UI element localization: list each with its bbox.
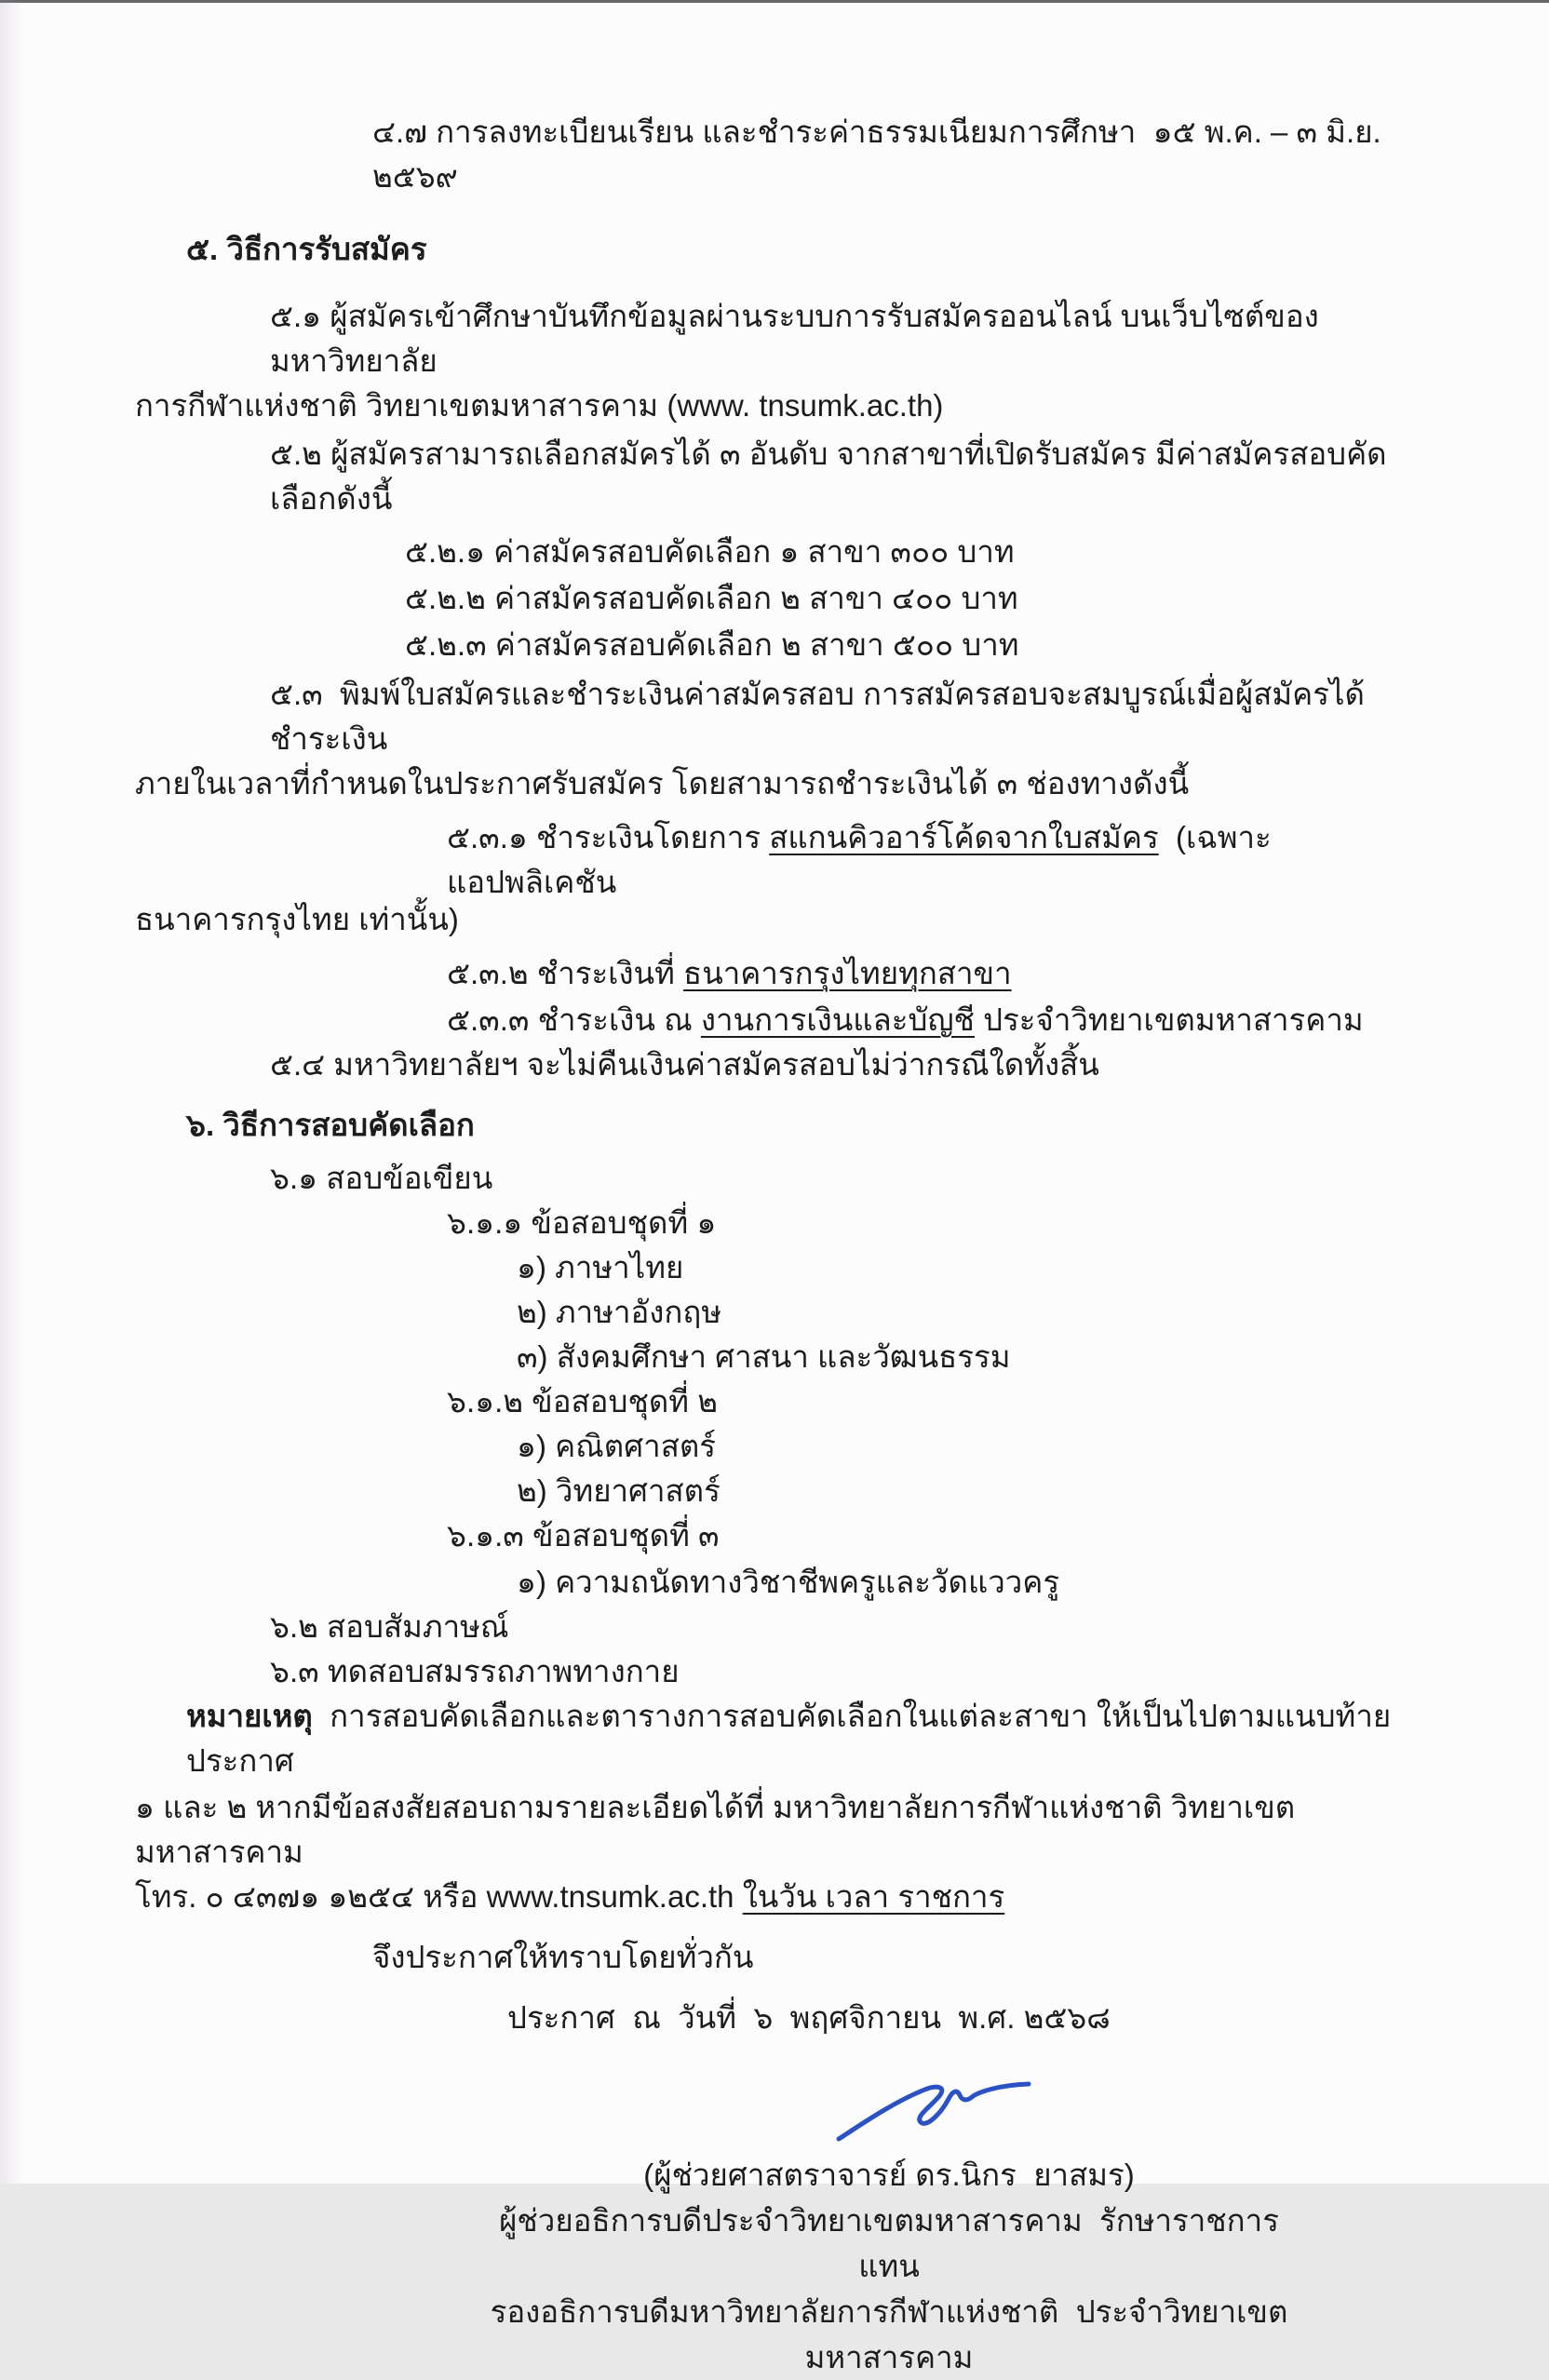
item-5-3-2 [135, 951, 1428, 996]
section-6-heading [135, 1103, 1428, 1148]
item-6-1-2-b-text: ๒) วิทยาศาสตร์ [517, 1473, 721, 1508]
note-line1-text: การสอบคัดเลือกและตารางการสอบคัดเลือกในแต่ละสาขา ให้เป็นไปตามแนบท้ายประกาศ [186, 1699, 1392, 1778]
item-6-3-text: ๖.๓ ทดสอบสมรรถภาพทางกาย [270, 1654, 680, 1688]
item-5-1-line2-text: การกีฬาแห่งชาติ วิทยาเขตมหาสารคาม (www. tnsumk.ac.th) [135, 388, 944, 423]
item-5-3-1-post: (เฉพาะแอปพลิเคชัน [447, 820, 1272, 899]
scan-artifact-top-edge [0, 0, 1549, 3]
note-line3 [135, 1875, 1428, 1919]
note-label: หมายเหตุ [186, 1699, 313, 1733]
item-6-1-2-a [135, 1424, 1428, 1469]
item-6-1 [135, 1156, 1428, 1201]
item-5-2-1 [135, 530, 1428, 574]
closing-line [135, 1935, 1428, 1980]
item-6-1-1-a-text: ๑) ภาษาไทย [517, 1250, 684, 1284]
item-6-1-2-b [135, 1469, 1428, 1513]
signatory-name-text: (ผู้ช่วยศาสตราจารย์ ดร.นิกร ยาสมร) [643, 2158, 1135, 2192]
note-line3-underlined: ในวัน เวลา ราชการ [742, 1879, 1005, 1914]
item-6-1-1 [135, 1201, 1428, 1245]
item-5-3-1-pre: ๕.๓.๑ ชำระเงินโดยการ [447, 820, 770, 854]
note-line2 [135, 1785, 1428, 1875]
item-5-3-3-pre: ๕.๓.๓ ชำระเงิน ณ [447, 1002, 701, 1037]
item-6-1-3 [135, 1513, 1428, 1558]
signatory-title1-text: ผู้ช่วยอธิการบดีประจำวิทยาเขตมหาสารคาม รักษาราชการแทน [499, 2203, 1279, 2283]
note-line2-text: ๑ และ ๒ หากมีข้อสงสัยสอบถามรายละเอียดได้ที่ มหาวิทยาลัยการกีฬาแห่งชาติ วิทยาเขตมหาสารคาม [135, 1790, 1296, 1869]
date-line-text: ประกาศ ณ วันที่ ๖ พฤศจิกายน พ.ศ. ๒๕๖๘ [507, 2000, 1111, 2035]
note-line1 [135, 1694, 1428, 1783]
item-6-1-3-text: ๖.๑.๓ ข้อสอบชุดที่ ๓ [447, 1518, 720, 1553]
note-line3-pre: โทร. ๐ ๔๓๗๑ ๑๒๕๔ หรือ www.tnsumk.ac.th [135, 1879, 743, 1914]
item-5-4 [135, 1042, 1428, 1087]
item-5-3-3-underlined: งานการเงินและบัญชี [700, 1002, 975, 1037]
date-line [135, 1996, 1428, 2040]
section-6-heading-text: ๖. วิธีการสอบคัดเลือก [186, 1108, 475, 1142]
section-5-heading-text: ๕. วิธีการรับสมัคร [186, 232, 427, 266]
item-5-4-text: ๕.๔ มหาวิทยาลัยฯ จะไม่คืนเงินค่าสมัครสอบไม่ว่ากรณีใดทั้งสิ้น [270, 1047, 1099, 1082]
item-5-1-line1 [135, 294, 1428, 383]
item-6-1-1-c-text: ๓) สังคมศึกษา ศาสนา และวัฒนธรรม [517, 1339, 1011, 1374]
item-5-3-2-underlined: ธนาคารกรุงไทยทุกสาขา [683, 956, 1012, 990]
item-6-3 [135, 1649, 1428, 1694]
item-6-1-3-a [135, 1560, 1428, 1605]
item-5-1-line1-text: ๕.๑ ผู้สมัครเข้าศึกษาบันทึกข้อมูลผ่านระบบการรับสมัครออนไลน์ บนเว็บไซต์ของมหาวิทยาลัย [270, 299, 1319, 378]
item-5-3-line1-text: ๕.๓ พิมพ์ใบสมัครและชำระเงินค่าสมัครสอบ การสมัครสอบจะสมบูรณ์เมื่อผู้สมัครได้ชำระเงิน [270, 677, 1365, 756]
item-5-3-2-pre: ๕.๓.๒ ชำระเงินที่ [447, 956, 684, 990]
item-6-1-1-c [135, 1335, 1428, 1379]
item-5-2-2-text: ๕.๒.๒ ค่าสมัครสอบคัดเลือก ๒ สาขา ๔๐๐ บาท [405, 581, 1018, 615]
item-5-2-2 [135, 576, 1428, 621]
section-5-heading [135, 227, 1428, 272]
signatory-title2 [470, 2289, 1308, 2380]
signature-block [470, 2068, 1308, 2380]
item-5-3-3-post: ประจำวิทยาเขตมหาสารคาม [974, 1002, 1364, 1037]
item-6-1-1-b-text: ๒) ภาษาอังกฤษ [517, 1295, 722, 1329]
item-5-3-3 [135, 998, 1428, 1042]
item-6-1-text: ๖.๑ สอบข้อเขียน [270, 1161, 493, 1195]
item-6-1-3-a-text: ๑) ความถนัดทางวิชาชีพครูและวัดแววครู [517, 1565, 1060, 1599]
signature-ink [833, 2068, 1042, 2146]
item-5-2 [135, 432, 1428, 521]
item-5-3-line2 [135, 761, 1428, 806]
item-6-1-2 [135, 1379, 1428, 1424]
scan-artifact-left-tint [0, 0, 24, 2184]
item-5-3-1 [135, 815, 1428, 905]
item-5-2-3 [135, 623, 1428, 667]
item-5-3-1-line2 [135, 897, 1428, 942]
item-5-3-line2-text: ภายในเวลาที่กำหนดในประกาศรับสมัคร โดยสามารถชำระเงินได้ ๓ ช่องทางดังนี้ [135, 766, 1190, 800]
item-4-7-text: ๔.๗ การลงทะเบียนเรียน และชำระค่าธรรมเนียมการศึกษา ๑๕ พ.ค. – ๓ มิ.ย. ๒๕๖๙ [372, 114, 1390, 194]
closing-text: จึงประกาศให้ทราบโดยทั่วกัน [372, 1940, 754, 1974]
item-6-1-1-b [135, 1290, 1428, 1335]
item-6-2 [135, 1605, 1428, 1649]
item-6-1-2-a-text: ๑) คณิตศาสตร์ [517, 1429, 717, 1463]
item-5-2-3-text: ๕.๒.๓ ค่าสมัครสอบคัดเลือก ๒ สาขา ๕๐๐ บาท [405, 627, 1019, 662]
signatory-name [470, 2152, 1308, 2198]
item-5-3-1-line2-text: ธนาคารกรุงไทย เท่านั้น) [135, 902, 459, 936]
item-6-2-text: ๖.๒ สอบสัมภาษณ์ [270, 1609, 509, 1644]
item-5-3-line1 [135, 672, 1428, 761]
item-5-2-1-text: ๕.๒.๑ ค่าสมัครสอบคัดเลือก ๑ สาขา ๓๐๐ บาท [405, 534, 1015, 569]
item-6-1-2-text: ๖.๑.๒ ข้อสอบชุดที่ ๒ [447, 1384, 718, 1419]
signatory-title1 [470, 2198, 1308, 2289]
item-5-1-line2 [135, 383, 1428, 428]
item-5-3-1-underlined: สแกนคิวอาร์โค้ดจากใบสมัคร [769, 820, 1159, 854]
item-5-2-text: ๕.๒ ผู้สมัครสามารถเลือกสมัครได้ ๓ อันดับ จากสาขาที่เปิดรับสมัคร มีค่าสมัครสอบคัดเลือกดังนี้ [270, 437, 1387, 516]
item-4-7 [135, 110, 1428, 199]
signatory-title2-text: รองอธิการบดีมหาวิทยาลัยการกีฬาแห่งชาติ ประจำวิทยาเขตมหาสารคาม [490, 2294, 1288, 2374]
item-6-1-1-text: ๖.๑.๑ ข้อสอบชุดที่ ๑ [447, 1205, 717, 1240]
item-6-1-1-a [135, 1245, 1428, 1290]
